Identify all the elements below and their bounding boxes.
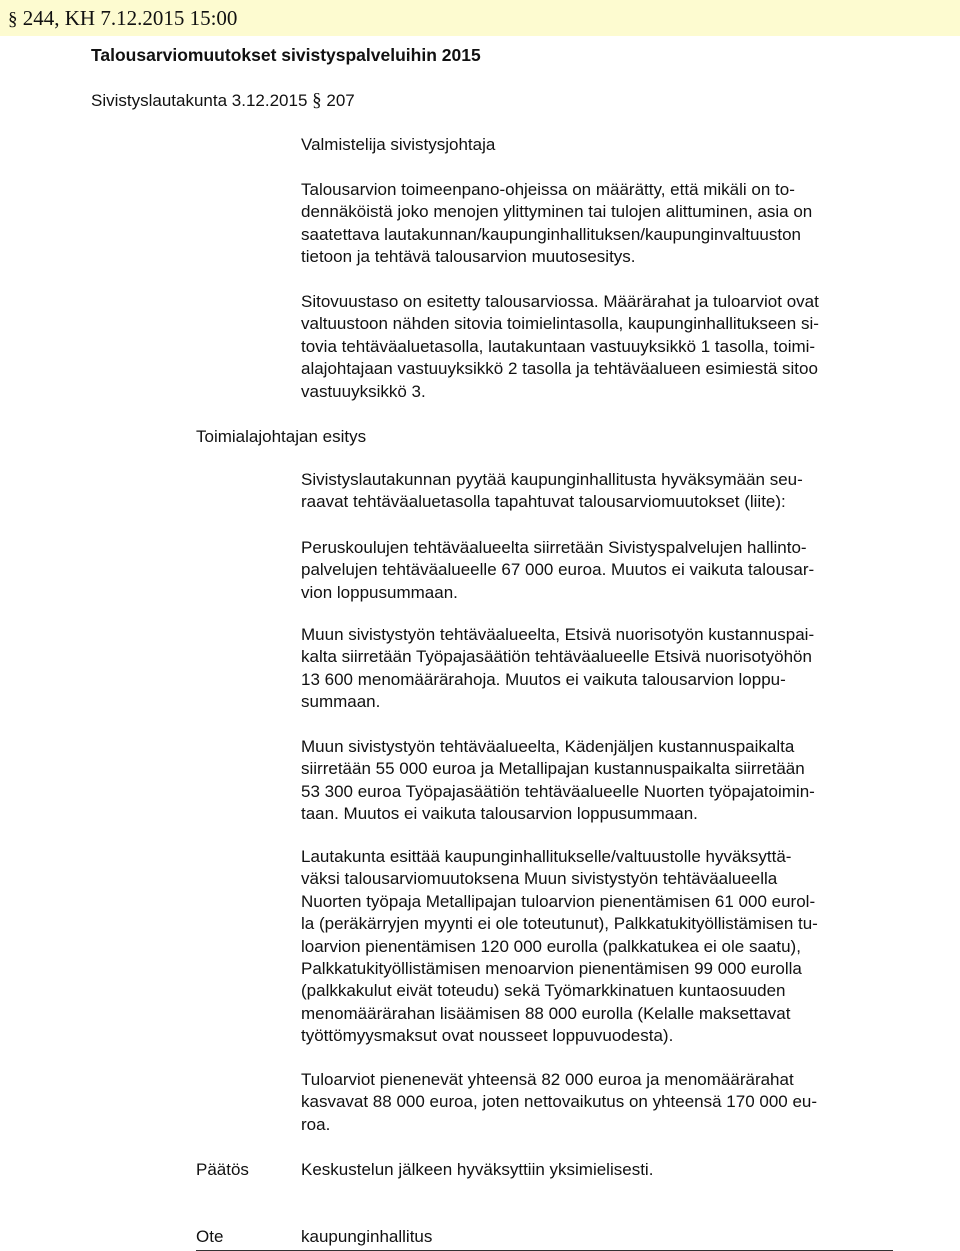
proposal-paragraph <box>301 846 906 1048</box>
text-line: tovia tehtäväaluetasolla, lautakuntaan vastuuyksikkö 1 tasolla, toimi- <box>301 336 816 356</box>
meeting-header-text: 244, KH 7.12.2015 15:00 <box>22 6 238 30</box>
proposal-paragraph <box>301 537 906 604</box>
text-line: roa. <box>301 1114 331 1134</box>
proposal-paragraph <box>301 624 906 714</box>
text-line: raavat tehtäväaluetasolla tapahtuvat talousarviomuutokset (liite): <box>301 492 786 512</box>
proposal-paragraph <box>301 1069 906 1136</box>
intro-paragraph <box>301 179 906 269</box>
text-line: alajohtajaan vastuuyksikkö 2 tasolla ja tehtäväalueen esimiestä sitoo <box>301 359 818 379</box>
text-line: Muun sivistystyön tehtäväalueelta, Kädenjäljen kustannuspaikalta <box>301 737 795 756</box>
text-line: taan. Muutos ei vaikuta talousarvion loppusummaan. <box>301 804 698 824</box>
text-line: Nuorten työpaja Metallipajan tuloarvion pienentämisen 61 000 eurol- <box>301 891 816 911</box>
preparer: Valmistelija sivistysjohtaja <box>301 135 496 154</box>
text-line: Lautakunta esittää kaupunginhallitukselle/valtuustolle hyväksyttä- <box>301 847 792 866</box>
document-title: Talousarviomuutokset sivistyspalveluihin 2015 <box>91 45 481 65</box>
text-line: dennäköistä joko menojen ylittyminen tai tulojen alittuminen, asia on <box>301 202 813 222</box>
text-line: Talousarvion toimeenpano-ohjeissa on määrätty, että mikäli on to- <box>301 180 795 199</box>
extract-label: Ote <box>196 1227 224 1246</box>
text-line: kasvavat 88 000 euroa, joten nettovaikutus on yhteensä 170 000 eu- <box>301 1092 818 1112</box>
text-line: 53 300 euroa Työpajasäätiön tehtäväalueelle Nuorten työpajatoimin- <box>301 781 815 801</box>
text-line: palvelujen tehtäväalueelle 67 000 euroa. Muutos ei vaikuta talousar- <box>301 560 815 580</box>
text-line: (palkkakulut eivät toteudu) sekä Työmarkkinatuen kuntaosuuden <box>301 981 786 1001</box>
text-line: valtuustoon nähden sitovia toimielintasolla, kaupunginhallitukseen si- <box>301 314 819 334</box>
text-line: Peruskoulujen tehtäväalueelta siirretään Sivistyspalvelujen hallinto- <box>301 538 807 557</box>
proposal-paragraph <box>301 469 906 514</box>
text-line: menomäärärahan lisäämisen 88 000 eurolla (Kelalle maksettavat <box>301 1003 791 1023</box>
text-line: Muun sivistystyön tehtäväalueelta, Etsivä nuorisotyön kustannuspai- <box>301 625 815 644</box>
text-line: Tuloarviot pienenevät yhteensä 82 000 euroa ja menomäärärahat <box>301 1070 794 1089</box>
text-line: vastuuyksikkö 3. <box>301 381 426 401</box>
text-line: la (peräkärryjen myynti ei ole toteutunut), Palkkatukityöllistämisen tu- <box>301 914 818 934</box>
text-line: väksi talousarviomuutoksena Muun sivistystyön tehtäväalueella <box>301 869 778 889</box>
text-line: työttömyysmaksut ovat nousseet loppuvuodesta). <box>301 1026 674 1046</box>
text-line: saatettava lautakunnan/kaupunginhallituksen/kaupunginvaltuuston <box>301 224 801 244</box>
meeting-header <box>8 4 237 34</box>
meeting-reference-text: Sivistyslautakunta 3.12.2015 <box>91 91 308 110</box>
text-line: siirretään 55 000 euroa ja Metallipajan kustannuspaikalta siirretään <box>301 759 805 779</box>
text-line: vion loppusummaan. <box>301 582 458 602</box>
text-line: tietoon ja tehtävä talousarvion muutosesitys. <box>301 247 636 267</box>
text-line: loarvion pienentämisen 120 000 eurolla (palkkatukea ei ole saatu), <box>301 936 801 956</box>
text-line: Sitovuustaso on esitetty talousarviossa. Määrärahat ja tuloarviot ovat <box>301 292 819 311</box>
proposal-label: Toimialajohtajan esitys <box>196 427 367 446</box>
text-line: 13 600 menomäärärahoja. Muutos ei vaikuta talousarvion loppu- <box>301 669 786 689</box>
text-line: Palkkatukityöllistämisen menoarvion pienentämisen 99 000 eurolla <box>301 959 802 979</box>
decision-label: Päätös <box>196 1160 249 1179</box>
section-sign: § <box>8 9 18 30</box>
decision-text: Keskustelun jälkeen hyväksyttiin yksimielisesti. <box>301 1160 654 1179</box>
binding-level-paragraph <box>301 291 906 403</box>
extract-recipient: kaupunginhallitus <box>301 1227 433 1246</box>
proposal-paragraph <box>301 736 906 826</box>
section-sign: § <box>312 90 322 111</box>
text-line: summaan. <box>301 692 381 712</box>
text-line: kalta siirretään Työpajasäätiön tehtäväalueelle Etsivä nuorisotyöhön <box>301 647 812 667</box>
section-number: 207 <box>326 91 355 110</box>
text-line: Sivistyslautakunnan pyytää kaupunginhallitusta hyväksymään seu- <box>301 470 803 489</box>
meeting-reference <box>91 89 355 113</box>
